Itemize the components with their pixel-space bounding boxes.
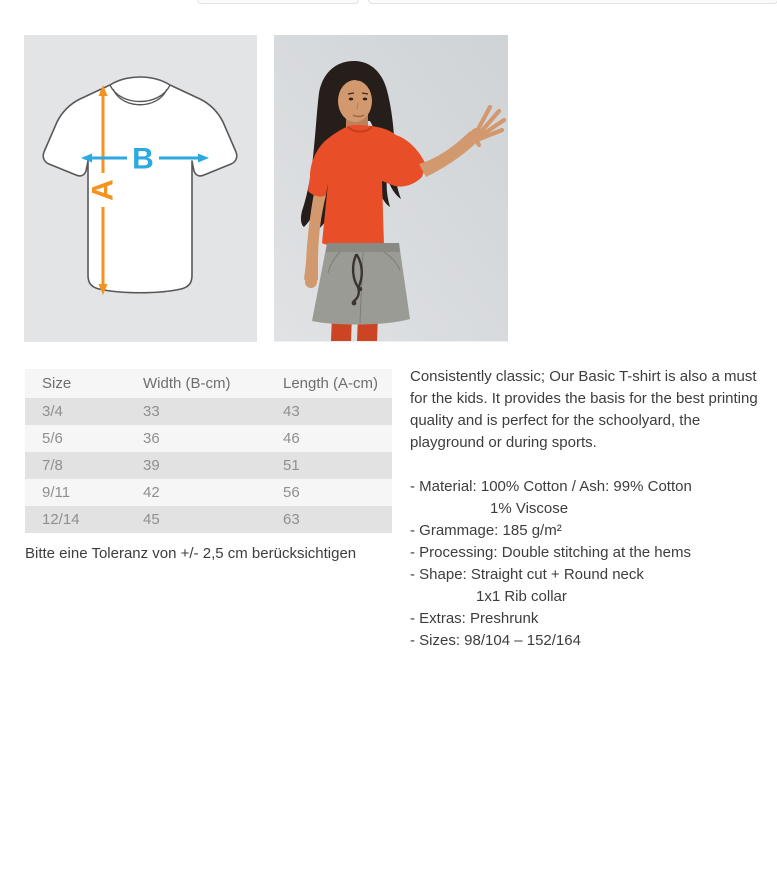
label-b: B — [132, 142, 154, 176]
spec-line: 1x1 Rib collar — [476, 588, 567, 605]
table-cell: 3/4 — [42, 403, 63, 420]
table-cell: 56 — [283, 484, 300, 501]
column-header-width: Width (B-cm) — [126, 369, 266, 398]
size-table-header-row — [25, 369, 392, 398]
table-cell: 45 — [143, 511, 160, 528]
table-cell: 5/6 — [42, 430, 63, 447]
table-cell: 51 — [283, 457, 300, 474]
skirt-waistband — [326, 243, 400, 252]
spec-line: - Extras: Preshrunk — [410, 610, 539, 627]
table-cell: 33 — [143, 403, 160, 420]
table-cell: 46 — [283, 430, 300, 447]
table-row — [25, 452, 392, 479]
column-header-size: Size — [25, 369, 126, 398]
cropped-card-edge-left — [197, 0, 359, 4]
spec-line: - Grammage: 185 g/m² — [410, 522, 562, 539]
table-cell: 42 — [143, 484, 160, 501]
left-hand — [305, 276, 317, 288]
table-row — [25, 479, 392, 506]
table-cell: 63 — [283, 511, 300, 528]
table-cell: 39 — [143, 457, 160, 474]
table-row — [25, 425, 392, 452]
table-cell: 7/8 — [42, 457, 63, 474]
description-intro: Consistently classic; Our Basic T-shirt is also a must for the kids. It provides the basis for the best printing quality and is perfect for the schoolyard, the playground or during sports. — [410, 368, 758, 451]
spec-line: - Processing: Double stitching at the hems — [410, 544, 691, 561]
tshirt-outline-drawing — [43, 77, 237, 293]
column-header-length: Length (A-cm) — [266, 369, 392, 398]
size-table — [25, 369, 392, 533]
label-a: A — [86, 179, 120, 201]
table-row — [25, 506, 392, 533]
spec-line: - Material: 100% Cotton / Ash: 99% Cotton — [410, 478, 692, 495]
tshirt-measurement-diagram — [24, 35, 257, 342]
size-diagram-panel — [24, 35, 257, 342]
spec-list — [410, 476, 768, 652]
table-cell: 36 — [143, 430, 160, 447]
tolerance-note: Bitte eine Toleranz von +/- 2,5 cm berücksichtigen — [25, 545, 357, 562]
kid-model-illustration — [274, 35, 508, 341]
product-description — [410, 366, 768, 652]
spec-line: - Sizes: 98/104 – 152/164 — [410, 632, 581, 649]
table-cell: 9/11 — [42, 484, 71, 501]
spec-line: - Shape: Straight cut + Round neck — [410, 566, 644, 583]
table-cell: 43 — [283, 403, 300, 420]
spec-line: 1% Viscose — [490, 500, 569, 517]
table-cell: 12/14 — [42, 511, 80, 528]
cropped-card-edge-right — [368, 0, 777, 4]
model-photo — [274, 35, 508, 342]
table-row — [25, 398, 392, 425]
